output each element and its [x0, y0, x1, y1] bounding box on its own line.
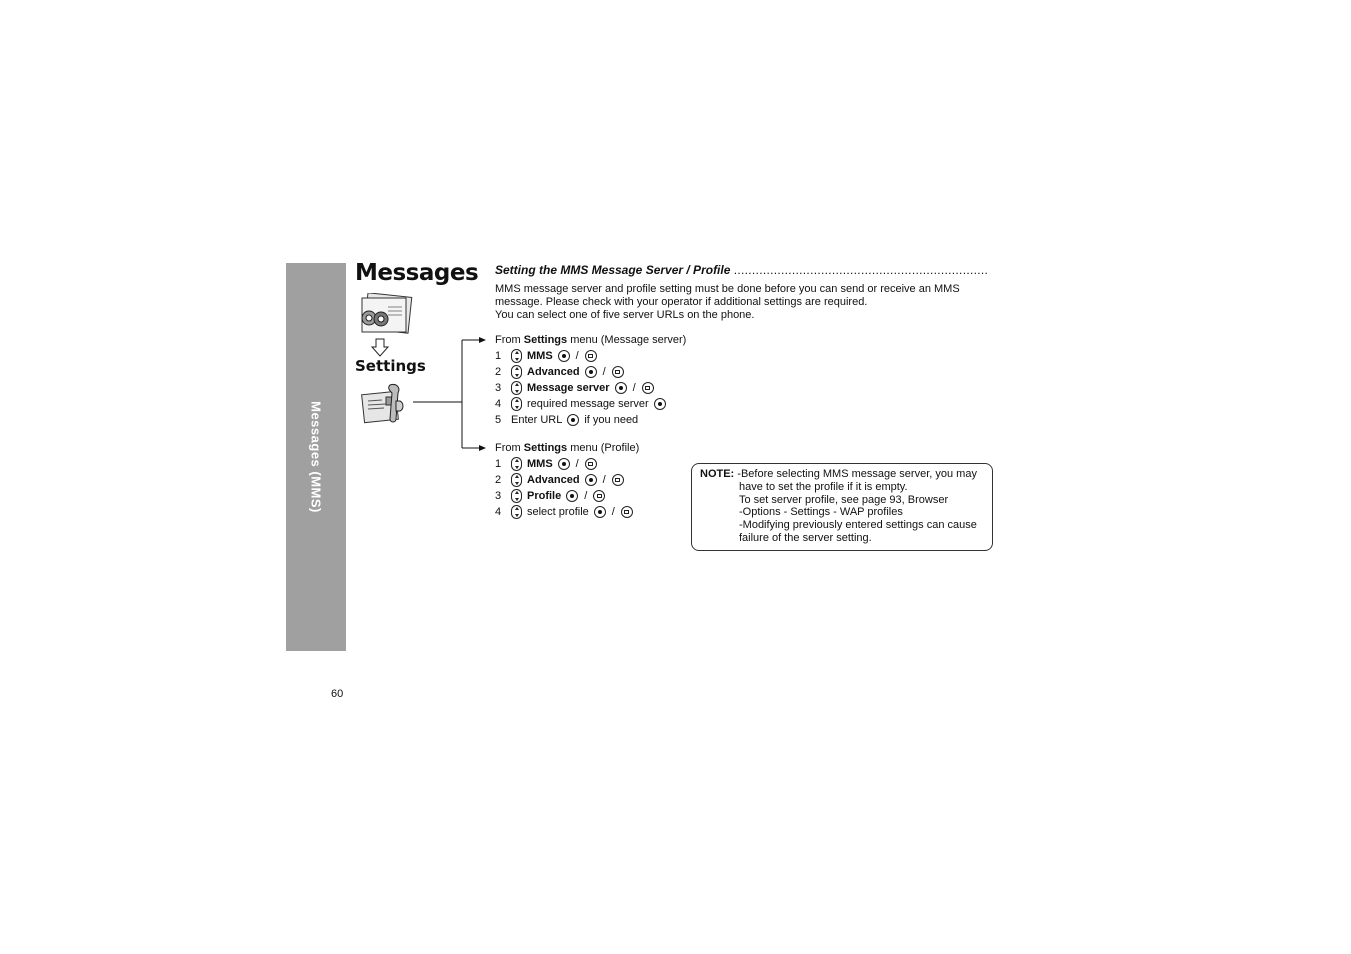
procedure-title: From Settings menu (Profile)	[495, 442, 640, 454]
page-number: 60	[331, 688, 344, 700]
ok-key-icon	[594, 506, 606, 518]
intro-paragraph: MMS message server and profile setting must be done before you can send or receive an MMS message. Please check with your operator if additional settings are required.	[495, 283, 960, 308]
ok-key-icon	[615, 382, 627, 394]
ok-key-icon	[567, 414, 579, 426]
ok-key-icon	[566, 490, 578, 502]
step: 3 Message server /	[495, 380, 686, 396]
ok-key-icon	[585, 366, 597, 378]
note-box	[691, 463, 993, 551]
step: 2 Advanced /	[495, 472, 639, 488]
step: 4 required message server	[495, 396, 686, 412]
side-tab-label: Messages (MMS)	[308, 401, 324, 513]
chapter-title: Messages	[355, 260, 479, 286]
navigation-key-icon	[511, 397, 522, 411]
soft-key-icon	[612, 366, 624, 378]
navigation-key-icon	[511, 349, 522, 363]
navigation-key-icon	[511, 365, 522, 379]
ok-key-icon	[558, 458, 570, 470]
soft-key-icon	[642, 382, 654, 394]
intro-paragraph: You can select one of five server URLs on the phone.	[495, 309, 755, 321]
navigation-key-icon	[511, 381, 522, 395]
step: 3 Profile /	[495, 488, 639, 504]
soft-key-icon	[593, 490, 605, 502]
ok-key-icon	[654, 398, 666, 410]
navigation-key-icon	[511, 473, 522, 487]
note-line: failure of the server setting.	[739, 531, 872, 544]
intro-text	[495, 283, 985, 322]
procedure-profile	[495, 440, 639, 520]
soft-key-icon	[585, 350, 597, 362]
step: 1 MMS /	[495, 348, 686, 364]
procedure-title: From Settings menu (Message server)	[495, 334, 687, 346]
soft-key-icon	[612, 474, 624, 486]
note-label: NOTE:	[700, 468, 735, 480]
menu-title: Settings	[355, 357, 426, 375]
navigation-key-icon	[511, 505, 522, 519]
note-line: -Options - Settings - WAP profiles	[739, 506, 903, 519]
step: 5 Enter URL if you need	[495, 414, 639, 426]
note-line: -Before selecting MMS message server, you may	[737, 468, 977, 480]
soft-key-icon	[585, 458, 597, 470]
procedure-message-server	[495, 332, 686, 428]
soft-key-icon	[621, 506, 633, 518]
navigation-key-icon	[511, 457, 522, 471]
navigation-key-icon	[511, 489, 522, 503]
note-line: -Modifying previously entered settings can cause	[739, 519, 977, 532]
ok-key-icon	[585, 474, 597, 486]
step: 2 Advanced /	[495, 364, 686, 380]
note-line: have to set the profile if it is empty.	[739, 480, 908, 493]
ok-key-icon	[558, 350, 570, 362]
step: 1 MMS /	[495, 456, 639, 472]
note-line: To set server profile, see page 93, Browser	[739, 493, 949, 506]
section-heading: Setting the MMS Message Server / Profile ......................................................................	[495, 263, 989, 277]
step: 4 select profile /	[495, 504, 639, 520]
